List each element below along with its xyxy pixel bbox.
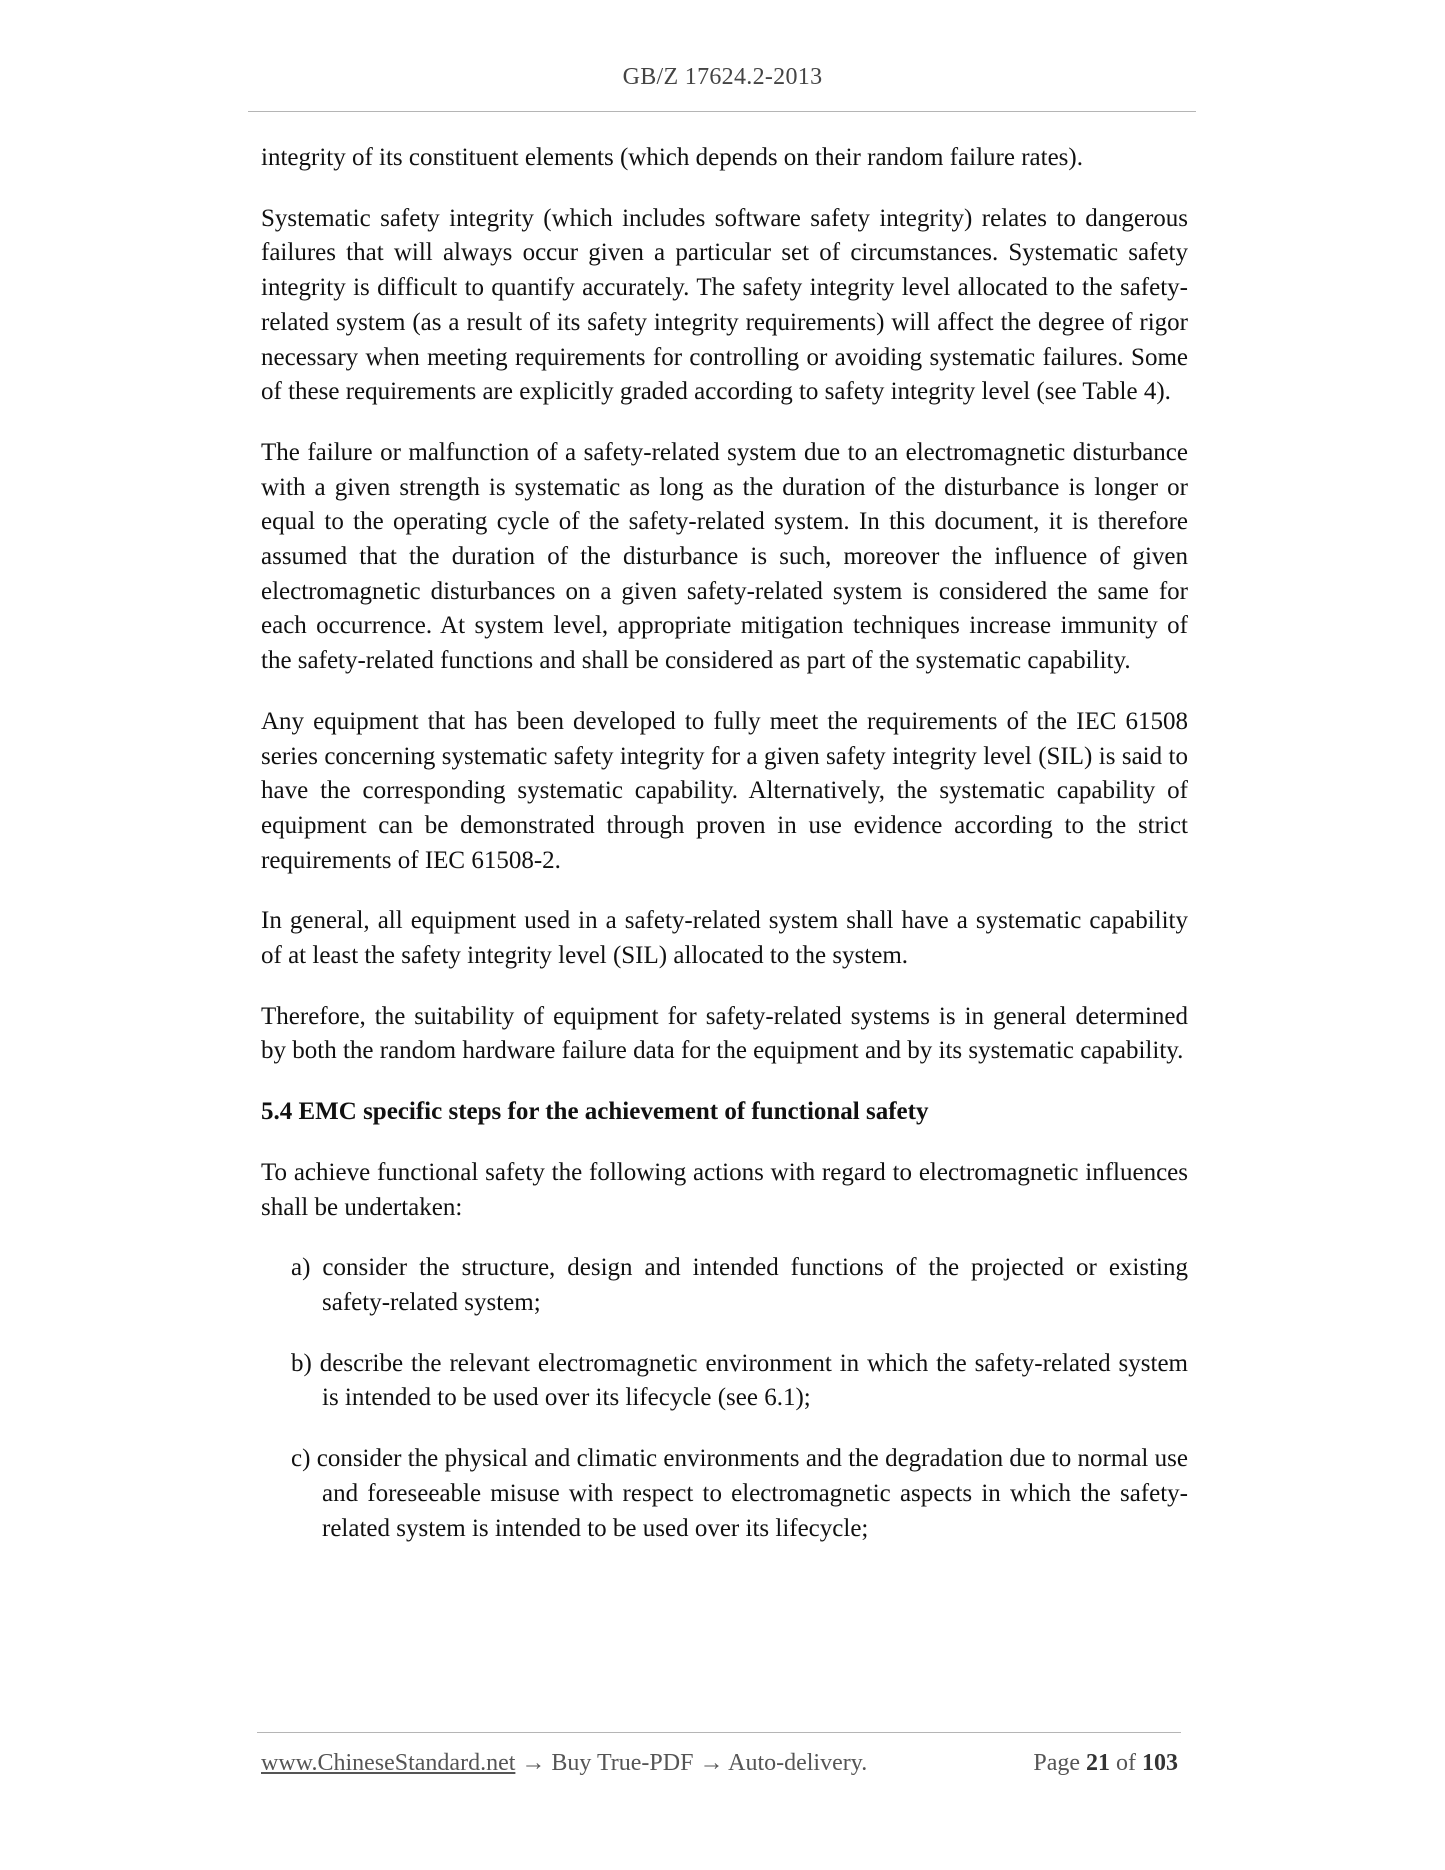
page-number (1033, 1750, 1178, 1777)
footer-promo-text: → Buy True-PDF → Auto-delivery. (515, 1750, 868, 1776)
header-divider (248, 111, 1196, 112)
list-item-a: a) consider the structure, design and intended functions of the projected or existing safety-related system; (291, 1254, 1188, 1316)
document-header (0, 64, 1445, 91)
page-total: 103 (1142, 1750, 1178, 1776)
footer-promo (261, 1750, 867, 1777)
list-item-b: b) describe the relevant electromagnetic environment in which the safety-related system is intended to be used over its lifecycle (see 6.1); (291, 1349, 1188, 1412)
section-heading: 5.4 EMC specific steps for the achievement of functional safety (261, 1098, 929, 1126)
paragraph-4: Any equipment that has been developed to fully meet the requirements of the IEC 61508 series concerning systematic safety integrity for a given safety integrity level (SIL) is said to have the corresponding systematic capability. Alternatively, the systematic capability of equipment can be demonstrated through proven in use evidence according to the strict requirements of IEC 61508-2. (261, 707, 1188, 874)
paragraph-5: In general, all equipment used in a safety-related system shall have a systematic capability of at least the safety integrity level (SIL) allocated to the system. (261, 907, 1188, 970)
website-link[interactable]: www.ChineseStandard.net (261, 1750, 516, 1776)
document-body (261, 141, 1188, 1572)
page-current: 21 (1086, 1750, 1110, 1776)
page-of-label: of (1116, 1750, 1136, 1776)
paragraph-7: To achieve functional safety the following actions with regard to electromagnetic influences shall be undertaken: (261, 1158, 1188, 1221)
footer-divider (257, 1732, 1181, 1733)
list-item-c: c) consider the physical and climatic environments and the degradation due to normal use and foreseeable misuse with respect to electromagnetic aspects in which the safety-related system is intended to be used over its lifecycle; (291, 1445, 1188, 1542)
page-label: Page (1033, 1750, 1080, 1776)
paragraph-6: Therefore, the suitability of equipment for safety-related systems is in general determined by both the random hardware failure data for the equipment and by its systematic capability. (261, 1002, 1188, 1065)
paragraph-1: integrity of its constituent elements (which depends on their random failure rates). (261, 144, 1083, 171)
paragraph-3: The failure or malfunction of a safety-related system due to an electromagnetic disturbance with a given strength is systematic as long as the duration of the disturbance is longer or equal to the operating cycle of the safety-related system. In this document, it is therefore assumed that the duration of the disturbance is such, moreover the influence of given electromagnetic disturbances on a given safety-related system is considered the same for each occurrence. At system level, appropriate mitigation techniques increase immunity of the safety-related functions and shall be considered as part of the systematic capability. (261, 438, 1188, 675)
paragraph-2: Systematic safety integrity (which includes software safety integrity) relates to dangerous failures that will always occur given a particular set of circumstances. Systematic safety integrity is difficult to quantify accurately. The safety integrity level allocated to the safety-related system (as a result of its safety integrity requirements) will affect the degree of rigor necessary when meeting requirements for controlling or avoiding systematic failures. Some of these requirements are explicitly graded according to safety integrity level (see Table 4). (261, 204, 1188, 406)
document-id: GB/Z 17624.2-2013 (622, 64, 823, 90)
